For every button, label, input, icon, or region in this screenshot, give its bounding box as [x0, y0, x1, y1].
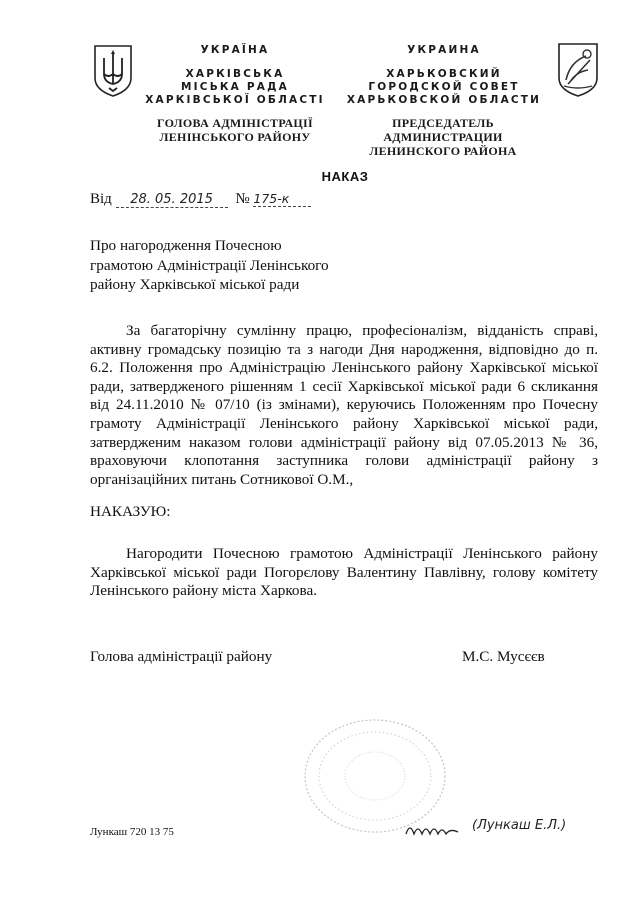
header-left-country: УКРАЇНА	[200, 44, 270, 56]
subject-line-3: району Харківської міської ради	[90, 276, 300, 293]
signature-name: М.С. Мусєєв	[462, 648, 545, 665]
header-left-council-line-3: ХАРКІВСЬКОЇ ОБЛАСТІ	[145, 94, 325, 106]
document-date: 28. 05. 2015	[116, 192, 228, 208]
order-heading: НАКАЗУЮ:	[90, 503, 171, 520]
date-from-label: Від	[90, 191, 112, 207]
preamble-paragraph: За багаторічну сумлінну працю, професіоналізм, відданість справі, активну громадську позицію та з нагоди Дня народження, відповідно до п. 6.2. Положення про Адміністрацію Ленінського району Харківської міської ради, затвердженого рішенням 1 сесії Харківської міської ради 6 скликання від 24.11.2010 № 07/10 (із змінами), керуючись Положенням про Почесну грамоту Адміністрації Ленінського району Харківської міської ради, затвердженим наказом голови адміністрації району від 07.05.2013 № 36, враховуючи клопотання заступника голови адміністрації району з організаційних питань Сотникової О.М.,	[90, 322, 598, 488]
kharkiv-coat-of-arms-icon	[556, 42, 600, 98]
document-title: НАКАЗ	[321, 169, 369, 184]
header-left-council-line-2: МІСЬКА РАДА	[181, 81, 289, 93]
header-right-council-line-1: ХАРЬКОВСКИЙ	[386, 68, 502, 80]
signature-position: Голова адміністрації району	[90, 648, 273, 665]
document-number-label: №	[235, 191, 250, 207]
subject-line-2: грамотою Адміністрації Ленінського	[90, 256, 329, 274]
header-left-office-line-1: ГОЛОВА АДМІНІСТРАЦІЇ	[157, 116, 313, 130]
header-right-office-line-1: ПРЕДСЕДАТЕЛЬ АДМИНИСТРАЦИИ	[383, 116, 503, 144]
date-line	[90, 191, 311, 208]
executor-info: Лункаш 720 13 75	[90, 826, 174, 838]
document-subject	[90, 236, 329, 295]
handwritten-signature-icon	[402, 814, 466, 844]
header-right-office	[340, 116, 546, 158]
document-number: 175-к	[253, 191, 311, 207]
header-right-country: УКРАИНА	[407, 44, 481, 56]
header-left-office	[150, 116, 320, 144]
header-right-office-line-2: ЛЕНИНСКОГО РАЙОНА	[369, 144, 517, 158]
header-right-council-line-3: ХАРЬКОВСКОЙ ОБЛАСТИ	[346, 94, 542, 106]
header-left-council-line-1: ХАРКІВСЬКА	[185, 68, 285, 80]
trident-emblem-icon	[92, 44, 134, 98]
order-paragraph: Нагородити Почесною грамотою Адміністрації Ленінського району Харківської міської ради Погорєлову Валентину Павлівну, голову комітету Ленінського району міста Харкова.	[90, 545, 598, 600]
header-left	[140, 44, 330, 107]
header-left-office-line-2: ЛЕНІНСЬКОГО РАЙОНУ	[159, 130, 311, 144]
handwritten-name: (Лункаш Е.Л.)	[472, 818, 567, 833]
subject-line-1: Про нагородження Почесною	[90, 237, 282, 254]
header-right	[344, 44, 544, 107]
header-right-council-line-2: ГОРОДСКОЙ СОВЕТ	[368, 81, 520, 93]
